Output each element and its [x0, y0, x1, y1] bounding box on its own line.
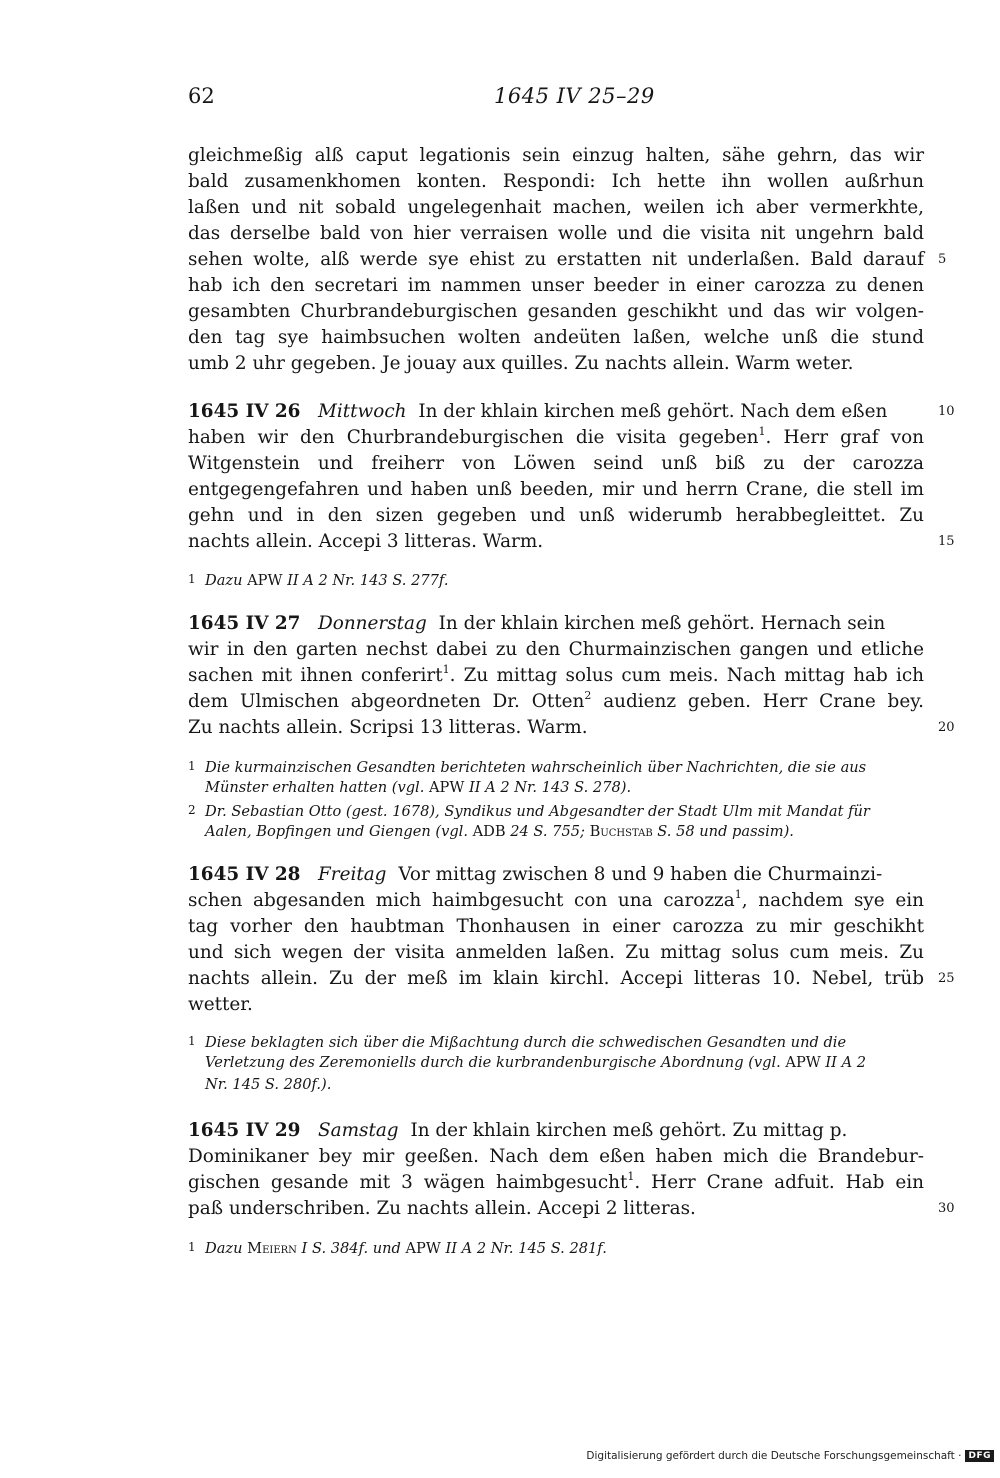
- footnotes-iv-27: [188, 755, 928, 843]
- text-line: [188, 663, 924, 689]
- text-segment: haben wir den Churbrandeburgischen die visita gegeben: [188, 427, 759, 448]
- text-line: den tag sye haimbsuchen wolten andeüten laßen, welche unß die stund: [188, 327, 924, 348]
- entry-weekday: Freitag: [318, 864, 387, 885]
- footnote-line: 1 Dazu APW II A 2 Nr. 143 S. 277f.: [188, 568, 928, 590]
- footnote-iv-28: [188, 1030, 928, 1096]
- footnote-ref: 1: [734, 888, 742, 901]
- footnote-ref: 1: [627, 1170, 635, 1183]
- text-line: laßen und nit sobald ungelegenhait machen, weilen ich aber vermerkhte,: [188, 197, 924, 218]
- text-segment: dem Ulmischen abgeordneten Dr. Otten: [188, 691, 585, 712]
- text-line: entgegengefahren und haben unß beeden, mir und herrn Crane, die stell im: [188, 479, 924, 500]
- text-line: sehen wolte, alß werde sye ehist zu erstatten nit underlaßen. Bald darauf: [188, 249, 924, 270]
- footnote-ref: 2: [584, 689, 592, 702]
- footnote-ref: 1: [442, 663, 450, 676]
- text-line: wetter.: [188, 994, 253, 1015]
- text-line: [188, 689, 924, 715]
- text-line: bald zusamenkhomen konten. Respondi: Ich hette ihn wollen außrhun: [188, 171, 924, 192]
- footnote-number: 1: [188, 1034, 196, 1048]
- entry-date: 1645 IV 27: [188, 613, 301, 634]
- entry-weekday: Donnerstag: [318, 613, 427, 634]
- page-number: 62: [188, 84, 215, 108]
- text-segment: gischen gesande mit 3 wägen haimbgesucht: [188, 1172, 628, 1193]
- entry-first-line: [188, 399, 928, 425]
- footnote-ref: 1: [758, 425, 766, 438]
- credit-text: Digitalisierung gefördert durch die Deutsche Forschungsgemeinschaft ·: [586, 1450, 962, 1462]
- line-number: 10: [938, 404, 955, 419]
- line-number: 15: [938, 534, 955, 549]
- entry-date: 1645 IV 26: [188, 401, 301, 422]
- entry-date: 1645 IV 28: [188, 864, 301, 885]
- footnote-line: 2 Dr. Sebastian Otto (gest. 1678), Syndikus und Abgesandter der Stadt Ulm mit Mandat für: [188, 799, 928, 821]
- text-line: gehn und in den sizen gegeben und unß widerumb herabbegleittet. Zu: [188, 505, 924, 526]
- entry-1645-iv-26: [188, 399, 928, 555]
- text-segment: In der khlain kirchen meß gehört. Hernach sein: [438, 613, 886, 634]
- text-line: nachts allein. Zu der meß im klain kirchl. Accepi litteras 10. Nebel, trüb: [188, 968, 924, 989]
- text-segment: sachen mit ihnen conferirt: [188, 665, 443, 686]
- footnote-number: 1: [188, 1240, 196, 1254]
- running-head: 1645 IV 25–29: [494, 84, 655, 108]
- line-number: 20: [938, 720, 955, 735]
- entry-1645-iv-29: [188, 1118, 928, 1222]
- text-line: [188, 1170, 924, 1196]
- text-line: das derselbe bald von hier verraisen wolle und die visita nit ungehrn bald: [188, 223, 924, 244]
- text-line: hab ich den secretari im nammen unser beeder in einer carozza zu denen: [188, 275, 924, 296]
- text-line: gesambten Churbrandeburgischen gesanden geschikht und das wir volgen-: [188, 301, 924, 322]
- entry-first-line: [188, 862, 928, 888]
- footnote-line: Nr. 145 S. 280f.).: [205, 1076, 332, 1093]
- footnote-line: Verletzung des Zeremoniells durch die kurbrandenburgische Abordnung (vgl. APW II A 2: [205, 1054, 867, 1071]
- footnote-line: 1 Diese beklagten sich über die Mißachtung durch die schwedischen Gesandten und die: [188, 1030, 928, 1052]
- text-line: umb 2 uhr gegeben. Je jouay aux quilles. Zu nachts allein. Warm weter.: [188, 353, 854, 374]
- text-line: [188, 888, 924, 914]
- text-line: [188, 425, 924, 451]
- text-segment: . Zu mittag solus cum meis. Nach mittag hab ich: [449, 665, 924, 686]
- footnote-line: 1 Die kurmainzischen Gesandten berichteten wahrscheinlich über Nachrichten, die sie aus: [188, 755, 928, 777]
- page-header: [188, 84, 900, 114]
- entry-date: 1645 IV 29: [188, 1120, 301, 1141]
- entry-first-line: [188, 1118, 928, 1144]
- footnote-number: 2: [188, 803, 196, 817]
- text-line: tag vorher den haubtman Thonhausen in einer carozza zu mir geschikht: [188, 916, 924, 937]
- entry-1645-iv-27: [188, 611, 928, 741]
- entry-weekday: Samstag: [318, 1120, 399, 1141]
- footnote-line: Aalen, Bopfingen und Giengen (vgl. ADB 24 S. 755; Buchstab S. 58 und passim).: [205, 823, 794, 840]
- line-number: 5: [938, 252, 947, 267]
- footnote-iv-26: [188, 568, 928, 590]
- entry-1645-iv-28: [188, 862, 928, 1018]
- text-line: und sich wegen der visita anmelden laßen. Zu mittag solus cum meis. Zu: [188, 942, 924, 963]
- footnote-number: 1: [188, 759, 196, 773]
- line-number: 25: [938, 971, 955, 986]
- dfg-logo: DFG: [965, 1450, 994, 1462]
- text-line: Dominikaner bey mir geeßen. Nach dem eßen haben mich die Brandebur-: [188, 1146, 924, 1167]
- footnote-line: Münster erhalten hatten (vgl. APW II A 2 Nr. 143 S. 278).: [205, 779, 632, 796]
- text-segment: schen abgesanden mich haimbgesucht con una carozza: [188, 890, 735, 911]
- entry-first-line: [188, 611, 928, 637]
- text-line: wir in den garten nechst dabei zu den Churmainzischen gangen und etliche: [188, 639, 924, 660]
- text-segment: In der khlain kirchen meß gehört. Zu mittag p.: [410, 1120, 848, 1141]
- digitization-credit: [586, 1450, 994, 1462]
- text-line: gleichmeßig alß caput legationis sein einzug halten, sähe gehrn, das wir: [188, 145, 924, 166]
- text-segment: . Herr Crane adfuit. Hab ein: [634, 1172, 924, 1193]
- footnote-line: 1 Dazu Meiern I S. 384f. und APW II A 2 Nr. 145 S. 281f.: [188, 1236, 928, 1258]
- text-segment: , nachdem sye ein: [741, 890, 924, 911]
- text-line: Zu nachts allein. Scripsi 13 litteras. Warm.: [188, 717, 588, 738]
- text-line: Witgenstein und freiherr von Löwen seind unß biß zu der carozza: [188, 453, 924, 474]
- entry-weekday: Mittwoch: [318, 401, 407, 422]
- text-segment: . Herr graf von: [765, 427, 924, 448]
- text-line: paß underschriben. Zu nachts allein. Accepi 2 litteras.: [188, 1198, 696, 1219]
- text-segment: Vor mittag zwischen 8 und 9 haben die Churmainzi-: [398, 864, 883, 885]
- footnote-number: 1: [188, 572, 196, 586]
- line-number: 30: [938, 1201, 955, 1216]
- entry-1645-iv-25-continuation: [188, 143, 928, 377]
- text-segment: In der khlain kirchen meß gehört. Nach dem eßen: [418, 401, 888, 422]
- footnote-iv-29: [188, 1236, 928, 1258]
- text-line: nachts allein. Accepi 3 litteras. Warm.: [188, 531, 544, 552]
- text-segment: audienz geben. Herr Crane bey.: [591, 691, 924, 712]
